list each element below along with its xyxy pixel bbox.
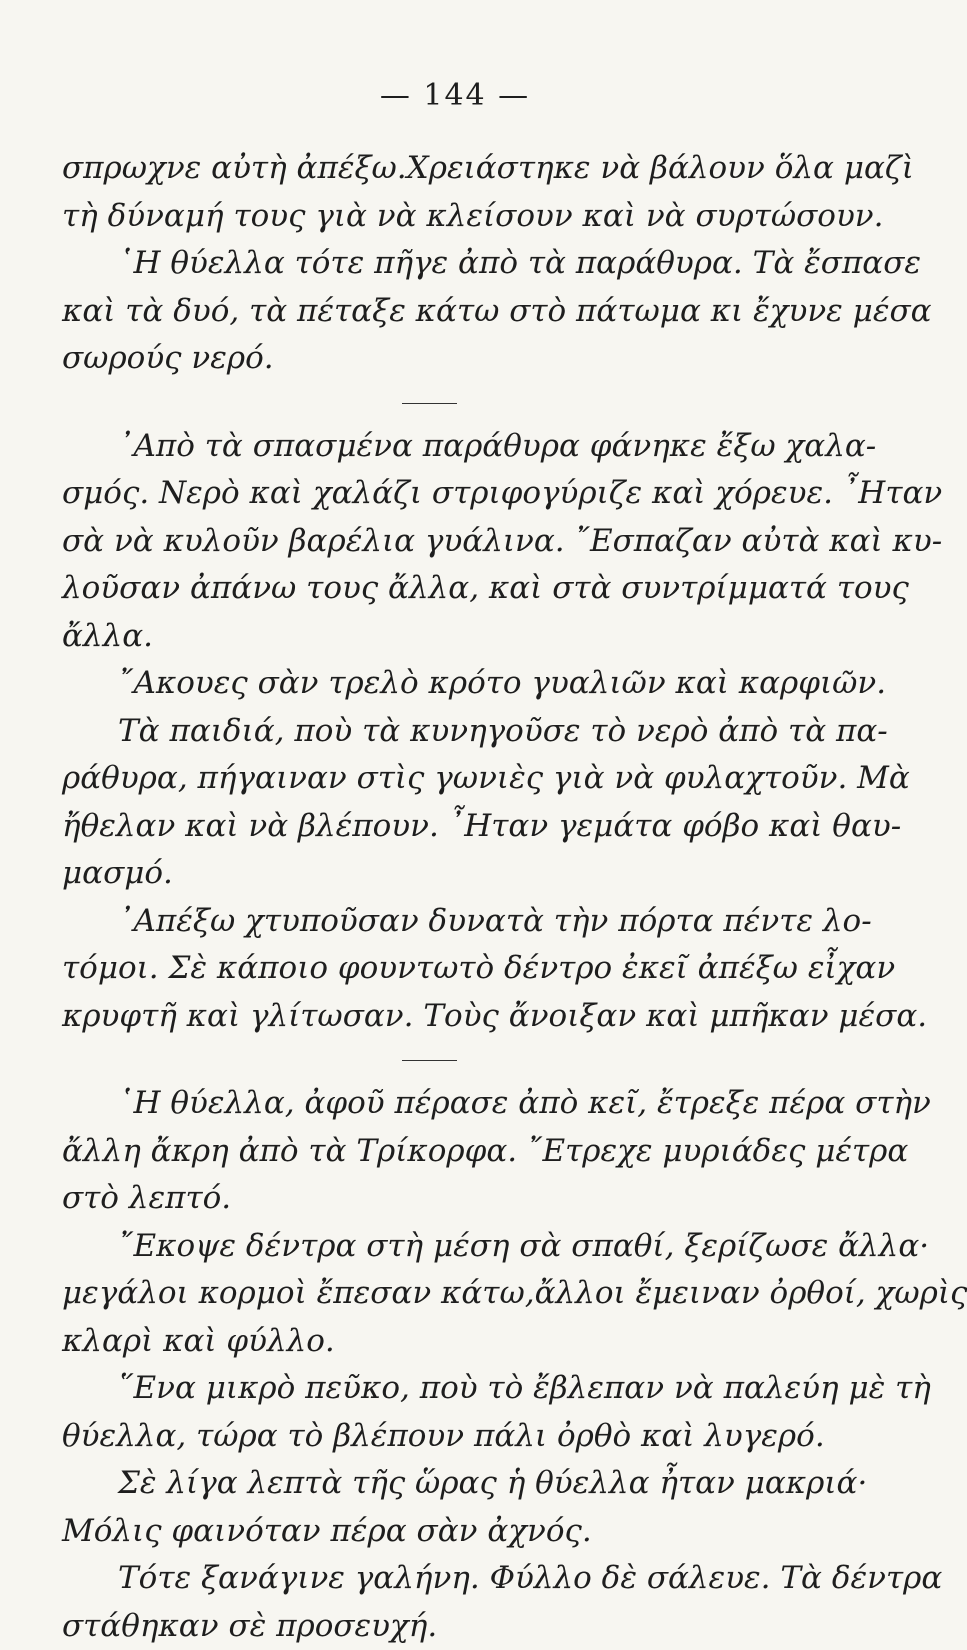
text-line: ἄλλα. xyxy=(62,613,842,661)
text-line: καὶ τὰ δυό, τὰ πέταξε κάτω στὸ πάτωμα κι ἔχυνε μέσα xyxy=(62,288,842,336)
text-line: τόμοι. Σὲ κάποιο φουντωτὸ δέντρο ἐκεῖ ἀπέξω εἶχαν xyxy=(62,945,842,993)
page-number: — 144 — xyxy=(0,78,910,113)
text-line: λοῦσαν ἀπάνω τους ἄλλα, καὶ στὰ συντρίμματά τους xyxy=(62,565,842,613)
text-line: θύελλα, τώρα τὸ βλέπουν πάλι ὀρθὸ καὶ λυγερό. xyxy=(62,1413,842,1461)
text-line: κρυφτῆ καὶ γλίτωσαν. Τοὺς ἄνοιξαν καὶ μπῆκαν μέσα. xyxy=(62,993,842,1041)
text-line: σωρούς νερό. xyxy=(62,335,842,383)
text-line: Σὲ λίγα λεπτὰ τῆς ὥρας ἡ θύελλα ἦταν μακριά· xyxy=(62,1460,842,1508)
text-line: Τότε ξανάγινε γαλήνη. Φύλλο δὲ σάλευε. Τὰ δέντρα xyxy=(62,1555,842,1603)
text-line: ἄλλη ἄκρη ἀπὸ τὰ Τρίκορφα. ῎Ετρεχε μυριάδες μέτρα xyxy=(62,1128,842,1176)
text-line: ῾Η θύελλα, ἀφοῦ πέρασε ἀπὸ κεῖ, ἔτρεξε πέρα στὴν xyxy=(62,1080,842,1128)
text-line: μεγάλοι κορμοὶ ἔπεσαν κάτω,ἄλλοι ἔμειναν ὀρθοί, χωρὶς xyxy=(62,1270,842,1318)
text-line: σὰ νὰ κυλοῦν βαρέλια γυάλινα. ῎Εσπαζαν αὐτὰ καὶ κυ- xyxy=(62,518,842,566)
text-line: ᾿Απὸ τὰ σπασμένα παράθυρα φάνηκε ἔξω χαλα- xyxy=(62,423,842,471)
text-line: σπρωχνε αὐτὴ ἀπέξω.Χρειάστηκε νὰ βάλουν ὅλα μαζὶ xyxy=(62,145,842,193)
text-line: κλαρὶ καὶ φύλλο. xyxy=(62,1318,842,1366)
text-line: ῾Η θύελλα τότε πῆγε ἀπὸ τὰ παράθυρα. Τὰ ἔσπασε xyxy=(62,240,842,288)
text-line: Τὰ παιδιά, ποὺ τὰ κυνηγοῦσε τὸ νερὸ ἀπὸ τὰ πα- xyxy=(62,708,842,756)
text-line: ράθυρα, πήγαιναν στὶς γωνιὲς γιὰ νὰ φυλαχτοῦν. Μὰ xyxy=(62,755,842,803)
text-line: ῞Ενα μικρὸ πεῦκο, ποὺ τὸ ἔβλεπαν νὰ παλεύη μὲ τὴ xyxy=(62,1365,842,1413)
text-line: ῎Ακουες σὰν τρελὸ κρότο γυαλιῶν καὶ καρφιῶν. xyxy=(62,660,842,708)
text-line: στάθηκαν σὲ προσευχή. xyxy=(62,1603,842,1650)
text-line: ῎Εκοψε δέντρα στὴ μέση σὰ σπαθί, ξερίζωσε ἄλλα· xyxy=(62,1223,842,1271)
section-separator xyxy=(62,1040,842,1080)
section-separator xyxy=(62,383,842,423)
text-line: τὴ δύναμή τους γιὰ νὰ κλείσουν καὶ νὰ συρτώσουν. xyxy=(62,193,842,241)
text-line: μασμό. xyxy=(62,850,842,898)
text-line: ἤθελαν καὶ νὰ βλέπουν. ῏Ηταν γεμάτα φόβο καὶ θαυ- xyxy=(62,803,842,851)
text-line: σμός. Νερὸ καὶ χαλάζι στριφογύριζε καὶ χόρευε. ῏Ηταν xyxy=(62,470,842,518)
body-text xyxy=(62,145,842,1650)
text-line: Μόλις φαινόταν πέρα σὰν ἀχνός. xyxy=(62,1508,842,1556)
text-line: στὸ λεπτό. xyxy=(62,1175,842,1223)
text-line: ᾿Απέξω χτυποῦσαν δυνατὰ τὴν πόρτα πέντε λο- xyxy=(62,898,842,946)
